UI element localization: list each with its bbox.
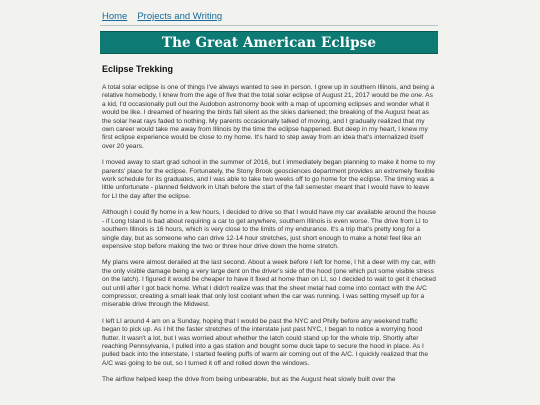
article-paragraph: I left LI around 4 am on a Sunday, hoping that I would be past the NYC and Philly before any weekend traffic began to pick up. As I hit the faster stretches of the interstate just past NYC, I began to notice a worrying hood flutter. It wasn't a lot, but I was worried about whether the latch could stand up for the whole trip. Shortly after reaching Pennsylvania, I pulled into a gas station and bought some duck tape to secure the hood in place. As I pulled back into the interstate, I started feeling puffs of warm air coming out of the A/C. I quickly realized that the A/C was going to be out, so I turned it off and rolled down the windows.: [102, 317, 429, 367]
article-paragraph: Although I could fly home in a few hours, I decided to drive so that I would have my car available around the house - if Long Island is bad about requiring a car to get anywhere, southern Illinois is even worse. The drive from LI to southern Illinois is 16 hours, which is very close to the limits of my endurance. It's a trip that's pretty long for a single day, but as someone who can drive 12-14 hour stretches, just short enough to make a hotel feel like an expensive stop before making the two or three hour drive down the home stretch.: [102, 209, 436, 250]
emphasis-text: the one: [399, 92, 422, 100]
paragraph-text: A total solar eclipse is one of things I've always wanted to see in person. I grew up in southern Illinois, and being a relative homebody, I knew from the age of five that the total solar eclipse of August 21, 2017 would be: [102, 84, 435, 100]
top-nav: [102, 11, 222, 22]
nav-link-home[interactable]: Home: [102, 11, 128, 22]
nav-link-projects[interactable]: Projects and Writing: [137, 11, 223, 22]
article-paragraph: My plans were almost derailed at the last second. About a week before I left for home, I hit a deer with my car, with the only visible damage being a very large dent on the driver's side of the hood (one which put some visible stress on the latch). I figured it would be cheaper to have it fixed at home than on LI, so I decided to wait to get it checked out until after I got back home. What I didn't realize was that the sheet metal had come into contact with the A/C compressor, creating a small leak that only lost coolant when the car was running. I was setting myself up for a miserable drive through the Midwest.: [102, 259, 436, 309]
section-title: Eclipse Trekking: [102, 64, 174, 74]
title-banner: [100, 31, 438, 54]
paragraph-text: . As a kid, I'd occasionally pull out the Audobon astronomy book with a map of upcoming eclipses and wonder what it would be like. I dreamed of hearing the birds fall silent as the skies darkened; the breaking of the August heat as the solar heat rays faded to nothing. My parents occasionally talked of moving, and I gradually realized that my own career would take me away from Illinois by the time the eclipse happened. But deep in my heart, I knew my first eclipse experience would be close to my home. It's hard to step away from an idea that's internalized itself over 20 years.: [102, 92, 433, 150]
article-paragraph: [102, 84, 437, 151]
article-paragraph: The airflow helped keep the drive from being unbearable, but as the August heat slowly built over the: [102, 376, 396, 384]
article-paragraph: I moved away to start grad school in the summer of 2016, but I immediately began planning to make it home to my parents' place for the eclipse. Fortunately, the Stony Brook geosciences department provides an extremely flexible work schedule for its graduates, and I was able to take two weeks off to go home for the eclipse. The timing was a little unfortunate - planned fieldwork in Utah before the start of the fall semester meant that I would have to leave for LI the day after the eclipse.: [102, 159, 436, 200]
nav-divider: [100, 25, 438, 26]
article-content: [102, 64, 437, 393]
page-title: The Great American Eclipse: [161, 34, 377, 51]
